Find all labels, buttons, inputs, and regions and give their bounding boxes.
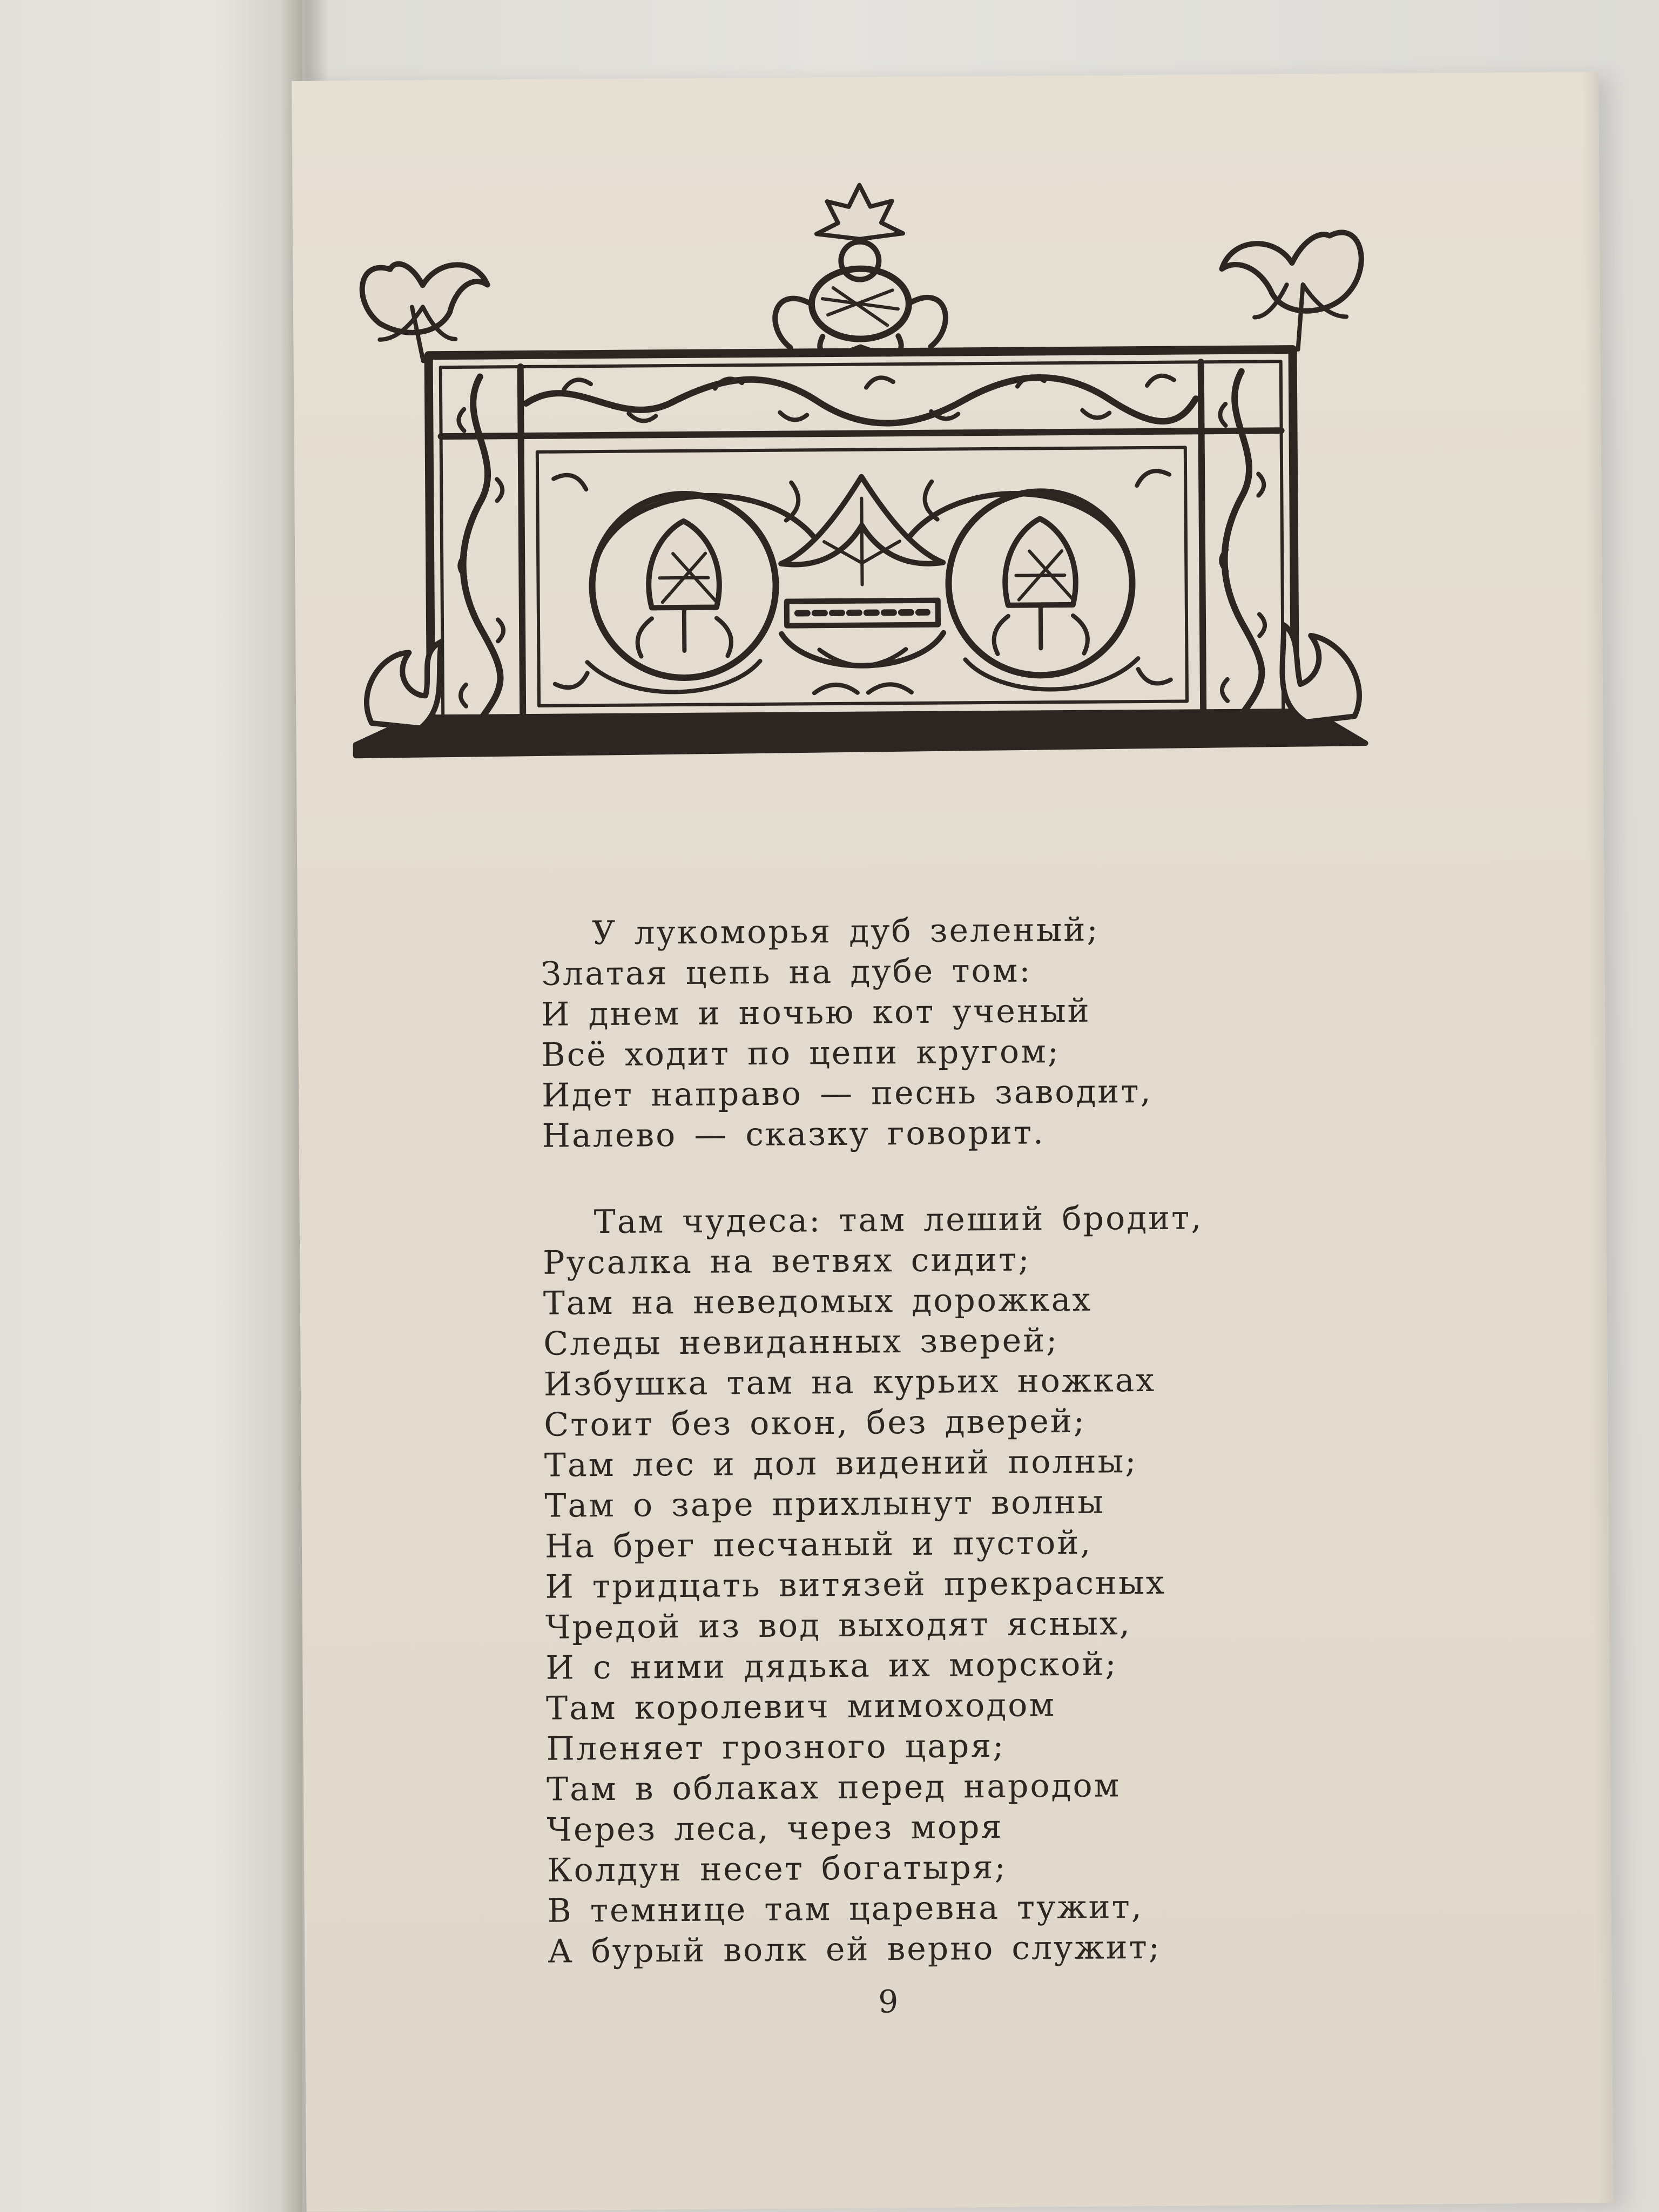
poem-line: Русалка на ветвях сидит; — [543, 1240, 1031, 1282]
poem-line: И днем и ночью кот ученый — [541, 992, 1091, 1034]
stanza — [543, 1196, 1574, 1972]
page-edge — [1582, 72, 1614, 2203]
poem-line: В темнице там царевна тужит, — [547, 1888, 1144, 1930]
poem-line: Там в облаках перед народом — [546, 1766, 1121, 1809]
poem-line: Там на неведомых дорожках — [543, 1280, 1092, 1323]
poem-line: Идет направо — песнь заводит, — [541, 1072, 1152, 1115]
poem-line: У лукоморья дуб зеленый; — [591, 911, 1100, 953]
poem-line: Там чудеса: там леший бродит, — [594, 1199, 1203, 1242]
book-page — [292, 72, 1613, 2212]
poem-line: А бурый волк ей верно служит; — [547, 1928, 1162, 1971]
poem-line: Налево — сказку говорит. — [542, 1114, 1046, 1155]
poem-line: Там о заре прихлынут волны — [544, 1483, 1105, 1525]
left-page — [0, 0, 302, 2212]
poem-line: Через леса, через моря — [547, 1808, 1003, 1849]
poem-line: Всё ходит по цепи кругом; — [541, 1033, 1061, 1074]
poem-line: Там лес и дол видений полны; — [544, 1442, 1138, 1485]
poem-line: И тридцать витязей прекрасных — [545, 1563, 1166, 1606]
poem-line: Пленяет грозного царя; — [546, 1727, 1006, 1768]
poem-line: Следы невиданных зверей; — [543, 1321, 1059, 1363]
poem-line: Златая цепь на дубе том: — [541, 952, 1032, 993]
poem-line: Стоит без окон, без дверей; — [544, 1402, 1087, 1444]
poem-line: Колдун несет богатыря; — [547, 1848, 1008, 1890]
ornamental-headpiece — [346, 171, 1377, 772]
poem-line: Чредой из вод выходят ясных, — [545, 1604, 1132, 1647]
poem-line: Избушка там на курьих ножках — [543, 1361, 1156, 1404]
poem-line: И с ними дядька их морской; — [545, 1645, 1118, 1687]
page-number: 9 — [878, 1983, 899, 2020]
poem-line: Там королевич мимоходом — [545, 1686, 1056, 1728]
stanza — [541, 907, 1568, 1157]
poem-line: На брег песчаный и пустой, — [544, 1523, 1092, 1566]
poem-text — [541, 907, 1574, 2018]
